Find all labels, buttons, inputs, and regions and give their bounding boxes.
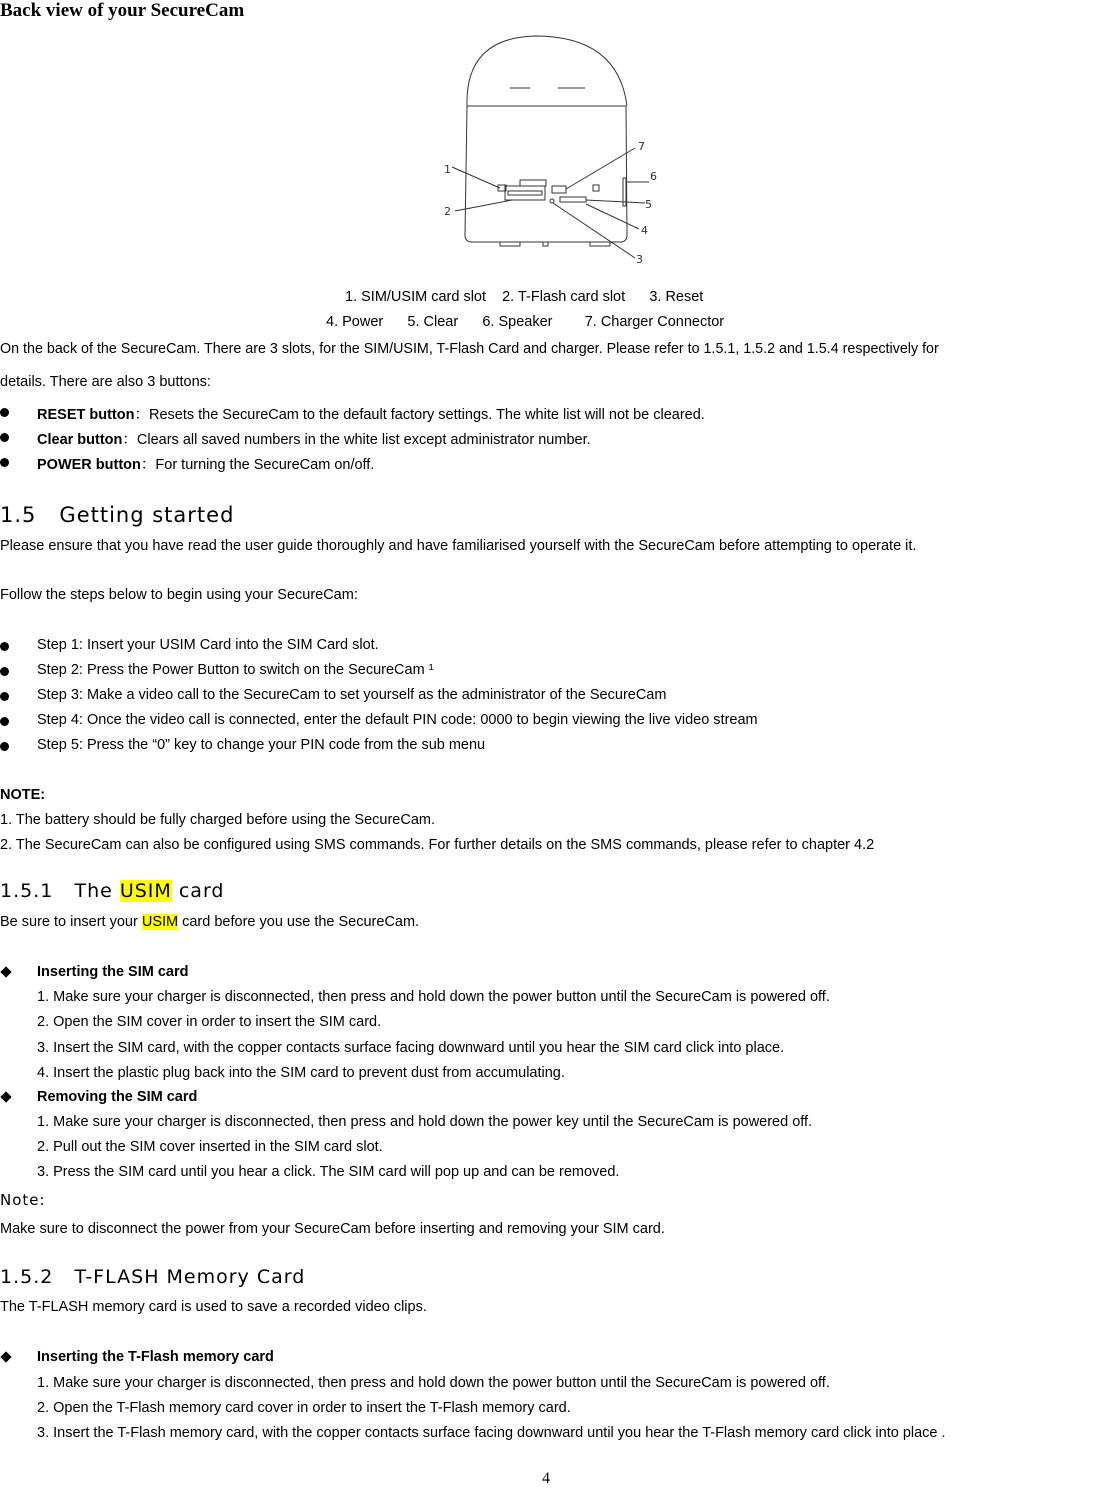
bullet-icon <box>0 433 9 442</box>
figure-caption-line1: 1. SIM/USIM card slot 2. T-Flash card slot 3. Reset <box>345 289 704 305</box>
button-label: POWER button <box>37 457 141 473</box>
button-item-power <box>0 453 374 474</box>
step-text: Step 4: Once the video call is connected, enter the default PIN code: 0000 to begin viewing the live video stream <box>37 712 758 728</box>
list-item: 3. Press the SIM card until you hear a click. The SIM card will pop up and can be removed. <box>37 1164 620 1180</box>
intro-suffix: card before you use the SecureCam. <box>178 914 420 930</box>
diamond-bullet-icon <box>0 1351 11 1362</box>
bullet-icon <box>0 642 9 651</box>
heading-prefix: 1.5.1 The <box>0 880 120 902</box>
step-item <box>0 687 666 703</box>
step-text: Step 2: Press the Power Button to switch on the SecureCam ¹ <box>37 662 434 678</box>
callout-5: 5 <box>645 198 652 211</box>
section-heading-1-5-2: 1.5.2 T-FLASH Memory Card <box>0 1266 306 1288</box>
bullet-icon <box>0 692 9 701</box>
s151-note-label: Note: <box>0 1191 46 1209</box>
securecam-back-diagram <box>440 30 660 270</box>
bullet-icon <box>0 408 9 417</box>
section-heading-1-5: 1.5 Getting started <box>0 503 235 527</box>
callout-4: 4 <box>641 224 648 237</box>
subsection-title: Inserting the T-Flash memory card <box>37 1349 274 1365</box>
button-item-clear <box>0 428 591 449</box>
callout-2: 2 <box>444 205 451 218</box>
list-item: 3. Insert the T-Flash memory card, with the copper contacts surface facing downward until you hear the T-Flash memory card click into place . <box>37 1425 946 1441</box>
list-item: 2. Open the SIM cover in order to insert the SIM card. <box>37 1014 382 1030</box>
separator: ： <box>134 407 149 423</box>
figure-caption-line2: 4. Power 5. Clear 6. Speaker 7. Charger Connector <box>326 314 725 330</box>
list-item: 4. Insert the plastic plug back into the SIM card to prevent dust from accumulating. <box>37 1065 565 1081</box>
step-item <box>0 712 758 728</box>
subsection-removing-sim <box>0 1089 197 1105</box>
callout-3: 3 <box>636 253 643 266</box>
heading-highlight: USIM <box>119 880 172 902</box>
separator: ： <box>140 457 156 473</box>
step-item <box>0 637 379 653</box>
callout-7: 7 <box>638 140 645 153</box>
note-item-2: 2. The SecureCam can also be configured using SMS commands. For further details on the SMS commands, please refer to chapter 4.2 <box>0 837 875 853</box>
button-description: Clears all saved numbers in the white list except administrator number. <box>136 432 591 448</box>
step-item <box>0 662 434 678</box>
list-item: 1. Make sure your charger is disconnected, then press and hold down the power button until the SecureCam is powered off. <box>37 1375 830 1391</box>
button-label: RESET button <box>37 407 135 423</box>
page-title: Back view of your SecureCam <box>0 0 245 21</box>
bullet-icon <box>0 458 9 467</box>
subsection-inserting-tflash <box>0 1349 274 1365</box>
button-item-reset <box>0 403 705 424</box>
bullet-icon <box>0 667 9 676</box>
step-text: Step 5: Press the “0” key to change your PIN code from the sub menu <box>37 737 486 753</box>
button-description: Resets the SecureCam to the default factory settings. The white list will not be cleared. <box>148 407 705 423</box>
list-item: 1. Make sure your charger is disconnected, then press and hold down the power key until the SecureCam is powered off. <box>37 1114 813 1130</box>
intro-line-2: details. There are also 3 buttons: <box>0 374 211 390</box>
button-description: For turning the SecureCam on/off. <box>155 457 375 473</box>
list-item: 1. Make sure your charger is disconnected, then press and hold down the power button until the SecureCam is powered off. <box>37 989 830 1005</box>
callout-1: 1 <box>444 163 451 176</box>
subsection-title: Inserting the SIM card <box>37 964 189 980</box>
callout-6: 6 <box>650 170 657 183</box>
heading-suffix: card <box>171 880 225 902</box>
s15-paragraph-2: Follow the steps below to begin using your SecureCam: <box>0 587 358 603</box>
step-text: Step 3: Make a video call to the SecureCam to set yourself as the administrator of the SecureCam <box>37 687 667 703</box>
s151-note-text: Make sure to disconnect the power from your SecureCam before inserting and removing your SIM card. <box>0 1221 665 1237</box>
subsection-title: Removing the SIM card <box>37 1089 198 1105</box>
s15-paragraph-1: Please ensure that you have read the user guide thoroughly and have familiarised yourself with the SecureCam before attempting to operate it. <box>0 538 917 554</box>
intro-highlight: USIM <box>141 914 179 930</box>
diamond-bullet-icon <box>0 1091 11 1102</box>
section-heading-1-5-1 <box>0 880 224 902</box>
bullet-icon <box>0 717 9 726</box>
separator: ： <box>122 432 137 448</box>
intro-prefix: Be sure to insert your <box>0 914 142 930</box>
s152-intro: The T-FLASH memory card is used to save a recorded video clips. <box>0 1299 427 1315</box>
s151-intro <box>0 914 419 930</box>
list-item: 2. Open the T-Flash memory card cover in order to insert the T-Flash memory card. <box>37 1400 571 1416</box>
intro-line-1: On the back of the SecureCam. There are 3 slots, for the SIM/USIM, T-Flash Card and charger. Please refer to 1.5.1, 1.5.2 and 1.5.4 respectively for <box>0 341 939 357</box>
note-item-1: 1. The battery should be fully charged before using the SecureCam. <box>0 812 435 828</box>
diamond-bullet-icon <box>0 966 11 977</box>
subsection-inserting-sim <box>0 964 188 980</box>
step-item <box>0 737 485 753</box>
step-text: Step 1: Insert your USIM Card into the SIM Card slot. <box>37 637 379 653</box>
list-item: 3. Insert the SIM card, with the copper contacts surface facing downward until you hear the SIM card click into place. <box>37 1040 785 1056</box>
note-label: NOTE: <box>0 787 46 803</box>
list-item: 2. Pull out the SIM cover inserted in the SIM card slot. <box>37 1139 383 1155</box>
page-number: 4 <box>542 1470 550 1487</box>
button-label: Clear button <box>37 432 123 448</box>
bullet-icon <box>0 742 9 751</box>
